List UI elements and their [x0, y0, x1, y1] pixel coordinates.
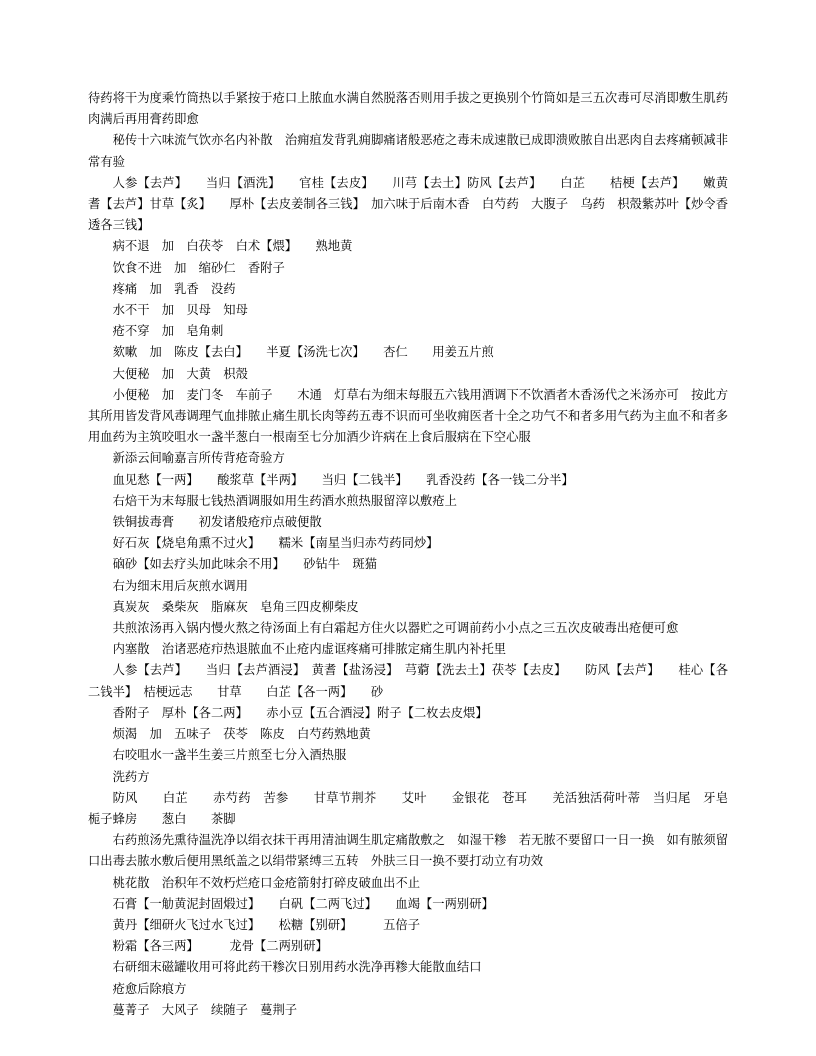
- doc-line: 右咬咀水一盏半生姜三片煎至七分入酒热服: [112, 748, 347, 763]
- doc-line: 烦渴 加 五味子 茯苓 陈皮 白芍药熟地黄: [112, 727, 371, 742]
- doc-line: 真炭灰 桑柴灰 脂麻灰 皂角三四皮柳柴皮: [112, 599, 359, 614]
- doc-line: 血见愁【一两】 酸浆草【半两】 当归【二钱半】 乳香没药【各一钱二分半】: [112, 472, 574, 487]
- doc-line: 硇砂【如去疗头加此味余不用】 砂钻牛 斑猫: [112, 557, 377, 572]
- doc-line: 蔓菁子 大风子 续随子 蔓荆子: [112, 1002, 298, 1017]
- doc-line: 小便秘 加 麦门冬 车前子 木通 灯草右为细末每服五六钱用酒调下不饮酒者木香汤代之米汤亦可 按此方其所用皆发背风毒调理气血排脓止痛生肌长肉等药五毒不识而可坐收痈医者十全之功气不和者多用气药为主血不和者多用血药为主筑咬咀水一盏半葱白一根南至七分加酒少许病在上食后服病在下空心服: [88, 387, 728, 445]
- doc-line: 病不退 加 白茯苓 白术【煨】 熟地黄: [112, 239, 353, 254]
- doc-line: 疼痛 加 乳香 没药: [112, 281, 236, 296]
- doc-line: 粉霜【各三两】 龙骨【二两别研】: [112, 939, 328, 954]
- doc-line: 人参【去芦】 当归【酒洗】 官桂【去皮】 川芎【去土】防风【去芦】 白芷 桔梗【去芦】 嫩黄耆【去芦】甘草【炙】 厚朴【去皮姜制各三钱】 加六味于后南木香 白芍药 大腹子 乌药 枳殼紫苏叶【炒令香透各三钱】: [88, 175, 728, 233]
- doc-line: 石膏【一觔黄泥封固煅过】 白矾【二两飞过】 血竭【一两别研】: [112, 896, 494, 911]
- doc-line: 桃花散 治积年不效朽烂疮口金疮箭射打碎皮破血出不止: [112, 875, 421, 890]
- doc-line: 疮不穿 加 皂角刺: [112, 324, 224, 339]
- doc-line: 右为细末用后灰煎水调用: [112, 578, 248, 593]
- doc-line: 人参【去芦】 当归【去芦酒浸】 黄耆【盐汤浸】 芎藭【洗去土】茯苓【去皮】 防风【去芦】 桂心【各二钱半】 桔梗远志 甘草 白芷【各一两】 砂: [88, 663, 728, 699]
- doc-line: 黄丹【细研火飞过水飞过】 松糖【别研】 五倍子: [112, 917, 421, 932]
- doc-line: 好石灰【烧皂角熏不过火】 糯米【南星当归赤芍药同炒】: [112, 536, 439, 551]
- doc-line: 疮愈后除痕方: [112, 981, 187, 996]
- doc-line: 铁铜拔毒膏 初发诸般疮疖点破便散: [112, 515, 322, 530]
- doc-line: 饮食不进 加 缩砂仁 香附子: [112, 260, 285, 275]
- doc-line: 水不干 加 贝母 知母: [112, 303, 248, 318]
- doc-line: 洗药方: [112, 769, 150, 784]
- doc-line: 内塞散 治诸恶疮疖热退脓血不止疮内虚诓疼痛可排脓定痛生肌内补托里: [112, 642, 507, 657]
- doc-line: 右药煎汤先熏待温洗净以绢衣抹干再用清油调生肌定痛散敷之 如湿干糁 若无脓不要留口一日一换 如有脓须留口出毒去脓水敷后便用黑纸盖之以绢带紧缚三五转 外肤三日一换不要打动立有功效: [88, 833, 728, 869]
- doc-line: 欬嗽 加 陈皮【去白】 半夏【汤洗七次】 杏仁 用姜五片煎: [112, 345, 494, 360]
- doc-line: 秘传十六味流气饮亦名内补散 治痈疽发背乳痈脚痛诸般恶疮之毒未成速散已成即溃败脓自出恶肉自去疼痛顿减非常有验: [88, 133, 728, 169]
- doc-line: 大便秘 加 大黄 枳殼: [112, 366, 248, 381]
- document-body: [88, 88, 753, 1021]
- doc-line: 右焙干为末每服七钱热酒调服如用生药酒水煎热服留滓以敷疮上: [112, 493, 457, 508]
- doc-line: 新添云间喻嘉言所传背疮奇验方: [112, 451, 285, 466]
- doc-line: 右研细末磁罐收用可将此药干糁次日别用药水洗净再糁大能散血结口: [112, 960, 482, 975]
- doc-line: 待药将干为度乘竹筒热以手紧按于疮口上脓血水满自然脱落否则用手拔之更换别个竹筒如是三五次毒可尽消即敷生肌药肉满后再用膏药即愈: [88, 91, 728, 127]
- doc-line: 防风 白芷 赤芍药 苦参 甘草节荆芥 艾叶 金银花 苍耳 羌活独活荷叶蒂 当归尾 牙皂 栀子蜂房 葱白 茶脚: [88, 790, 753, 826]
- doc-line: 香附子 厚朴【各二两】 赤小豆【五合酒浸】附子【二枚去皮煨】: [112, 705, 488, 720]
- doc-line: 共煎浓汤再入锅内慢火熬之待汤面上有白霜起方住火以器贮之可调前药小小点之三五次皮破毒出疮便可愈: [112, 621, 679, 636]
